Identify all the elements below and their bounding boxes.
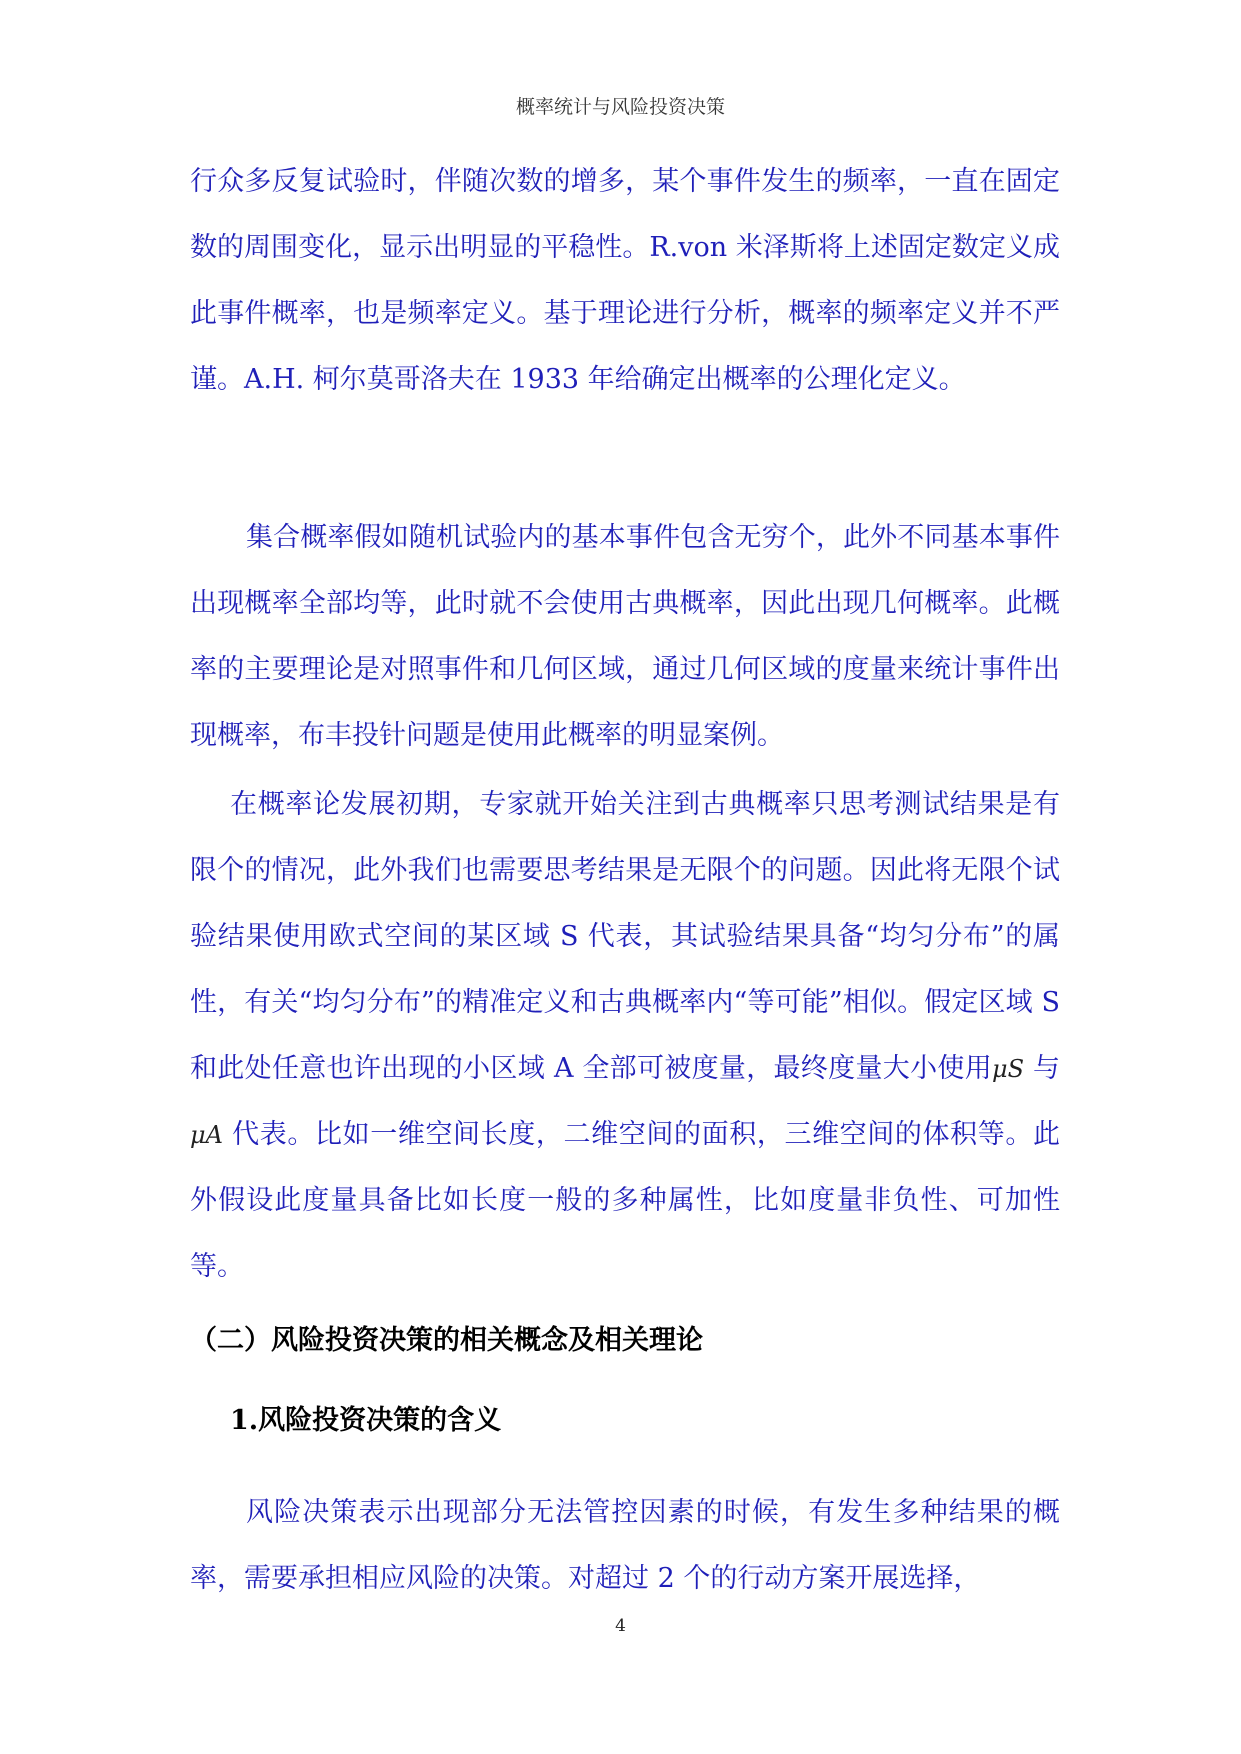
paragraph-measure-definition — [190, 772, 1060, 1300]
math-mu-a: μA — [190, 1121, 223, 1149]
subsection-heading: 1.风险投资决策的含义 — [230, 1405, 502, 1436]
paragraph-geometric-probability: 集合概率假如随机试验内的基本事件包含无穷个，此外不同基本事件出现概率全部均等，此时就不会使用古典概率，因此出现几何概率。此概率的主要理论是对照事件和几何区域，通过几何区域的度量来统计事件出现概率，布丰投针问题是使用此概率的明显案例。 — [190, 522, 1060, 751]
paragraph-risk-decision: 风险决策表示出现部分无法管控因素的时候，有发生多种结果的概率，需要承担相应风险的决策。对超过 2 个的行动方案开展选择， — [190, 1497, 1060, 1594]
paragraph-text: 与 — [1024, 1053, 1060, 1084]
paragraph-frequency-definition: 行众多反复试验时，伴随次数的增多，某个事件发生的频率，一直在固定数的周围变化，显示出明显的平稳性。R.von 米泽斯将上述固定数定义成此事件概率，也是频率定义。基于理论进行分析，概率的频率定义并不严谨。A.H. 柯尔莫哥洛夫在 1933 年给确定出概率的公理化定义。 — [190, 166, 1060, 395]
section-heading: （二）风险投资决策的相关概念及相关理论 — [190, 1325, 703, 1356]
math-mu-s: μS — [992, 1055, 1025, 1083]
paragraph-text: 代表。比如一维空间长度，二维空间的面积，三维空间的体积等。此外假设此度量具备比如长度一般的多种属性，比如度量非负性、可加性等。 — [190, 1119, 1060, 1282]
page-number: 4 — [615, 1616, 626, 1636]
paragraph-text: 在概率论发展初期，专家就开始关注到古典概率只思考测试结果是有限个的情况，此外我们也需要思考结果是无限个的问题。因此将无限个试验结果使用欧式空间的某区域 S 代表，其试验结果具备“均匀分布”的属性，有关“均匀分布”的精准定义和古典概率内“等可能”相似。假定区域 S 和此处任意也许出现的小区域 A 全部可被度量，最终度量大小使用 — [190, 789, 1060, 1084]
running-header: 概率统计与风险投资决策 — [515, 96, 725, 118]
